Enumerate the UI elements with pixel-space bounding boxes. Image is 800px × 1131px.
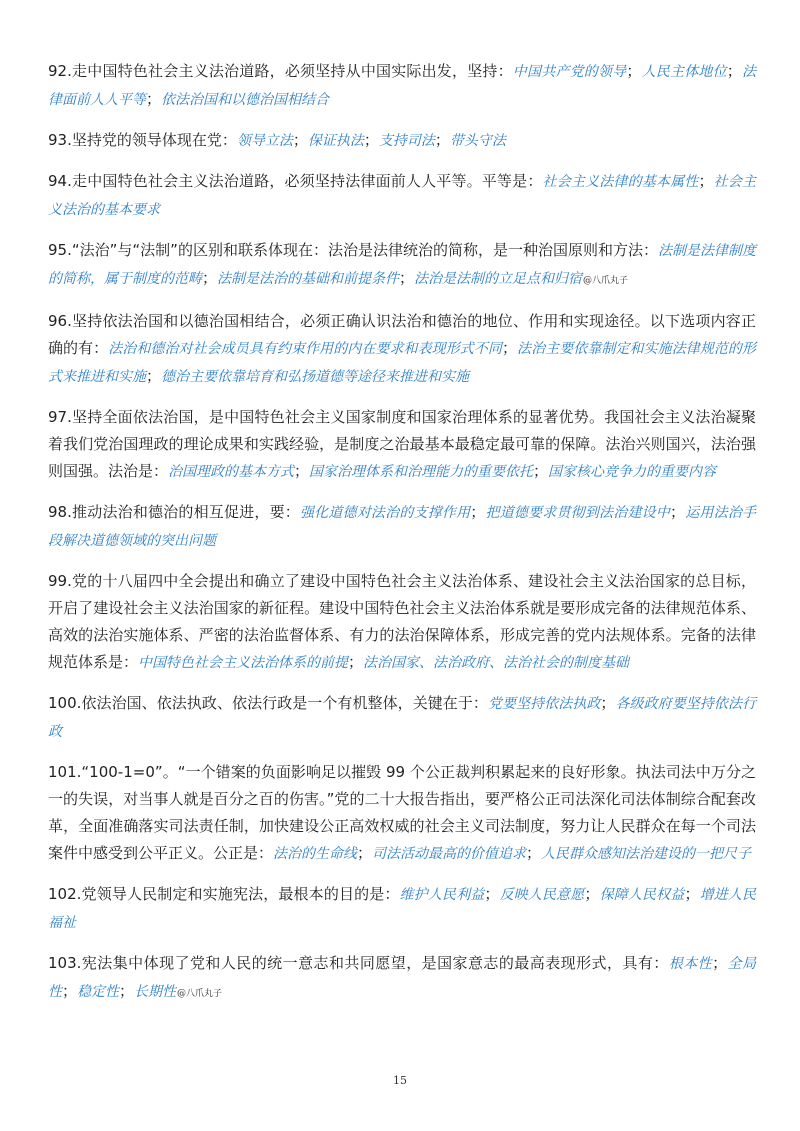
answer-text: 司法活动最高的价值追求 bbox=[372, 846, 527, 862]
answer-text: 中国特色社会主义法治体系的前提 bbox=[138, 655, 349, 671]
answer-separator: ； bbox=[626, 62, 642, 80]
answer-text: 维护人民利益 bbox=[399, 887, 485, 903]
answer-text: 依法治国和以德治国相结合 bbox=[161, 92, 330, 108]
question-item bbox=[48, 881, 756, 937]
page-number: 15 bbox=[393, 1074, 407, 1087]
question-item bbox=[48, 690, 756, 746]
question-number: 102. bbox=[48, 885, 82, 903]
answer-separator: ； bbox=[348, 653, 364, 671]
answer-separator: ； bbox=[670, 503, 686, 521]
answer-text: 法治是法制的立足点和归宿 bbox=[414, 271, 583, 287]
question-item bbox=[48, 237, 756, 295]
answer-text: 社会主义法律的基本属性 bbox=[542, 174, 699, 190]
answer-separator: ； bbox=[526, 844, 542, 862]
question-number: 92. bbox=[48, 62, 72, 80]
answer-separator: ； bbox=[726, 62, 742, 80]
question-stem: 坚持全面依法治国，是中国特色社会主义国家制度和国家治理体系的显著优势。我国社会主义法治凝聚着我们党治国理政的理论成果和实践经验，是制度之治最基本最稳定最可靠的保障。法治兴则国兴，法治强则国强。法治是： bbox=[48, 408, 756, 480]
answer-text: 党要坚持依法执政 bbox=[487, 696, 601, 712]
answer-text: 强化道德对法治的支撑作用 bbox=[299, 505, 471, 521]
answer-separator: ； bbox=[202, 269, 218, 287]
answer-text: 法治和德治对社会成员具有约束作用的内在要求和表现形式不同 bbox=[108, 341, 502, 357]
answer-text: 反映人民意愿 bbox=[499, 887, 585, 903]
question-list bbox=[48, 58, 756, 1021]
answer-text: 支持司法 bbox=[378, 133, 435, 149]
answer-separator: ； bbox=[484, 885, 500, 903]
answer-text: 德治主要依靠培育和弘扬道德等途径来推进和实施 bbox=[161, 369, 470, 385]
answer-text: 社会主义法治的基本要求 bbox=[48, 174, 757, 218]
answer-separator: ； bbox=[62, 982, 78, 1000]
question-item bbox=[48, 568, 756, 677]
answer-separator: ； bbox=[684, 885, 700, 903]
question-stem: 坚持党的领导体现在党： bbox=[71, 131, 237, 149]
answer-text: 保证执法 bbox=[307, 133, 364, 149]
question-item bbox=[48, 168, 756, 224]
question-item bbox=[48, 759, 756, 868]
answer-separator: ； bbox=[363, 131, 379, 149]
question-stem: 走中国特色社会主义法治道路，必须坚持从中国实际出发，坚持： bbox=[71, 62, 513, 80]
question-item bbox=[48, 404, 756, 486]
question-stem: 走中国特色社会主义法治道路，必须坚持法律面前人人平等。平等是： bbox=[71, 172, 543, 190]
answer-separator: ； bbox=[584, 885, 600, 903]
question-stem: “法治”与“法制”的区别和联系体现在：法治是法律统治的简称，是一种治国原则和方法： bbox=[71, 241, 658, 259]
question-item bbox=[48, 127, 756, 155]
answer-text: 人民群众感知法治建设的一把尺子 bbox=[541, 846, 752, 862]
answer-separator: ； bbox=[294, 462, 310, 480]
question-number: 101. bbox=[48, 763, 82, 781]
answer-text: 保障人民权益 bbox=[599, 887, 685, 903]
answer-separator: ； bbox=[501, 339, 517, 357]
answer-text: 治国理政的基本方式 bbox=[168, 464, 295, 480]
answer-text: 国家核心竞争力的重要内容 bbox=[548, 464, 717, 480]
answer-text: 增进人民福祉 bbox=[48, 887, 757, 931]
answer-text: 全局性 bbox=[48, 956, 756, 1000]
question-item bbox=[48, 499, 756, 555]
question-stem: 依法治国、依法执政、依法行政是一个有机整体，关键在于： bbox=[81, 694, 488, 712]
question-item bbox=[48, 950, 756, 1008]
answer-text: 领导立法 bbox=[236, 133, 293, 149]
answer-separator: ； bbox=[712, 954, 728, 972]
answer-separator: ； bbox=[292, 131, 308, 149]
answer-separator: ； bbox=[357, 844, 373, 862]
question-number: 98. bbox=[48, 503, 72, 521]
question-number: 96. bbox=[48, 312, 72, 330]
author-watermark: @八爪丸子 bbox=[583, 276, 629, 286]
answer-text: 根本性 bbox=[668, 956, 713, 972]
question-stem: 宪法集中体现了党和人民的统一意志和共同愿望，是国家意志的最高表现形式，具有： bbox=[81, 954, 669, 972]
answer-text: 法治国家、法治政府、法治社会的制度基础 bbox=[363, 655, 630, 671]
question-number: 100. bbox=[48, 694, 82, 712]
question-number: 93. bbox=[48, 131, 72, 149]
answer-text: 稳定性 bbox=[77, 984, 120, 1000]
answer-text: 人民主体地位 bbox=[641, 64, 727, 80]
answer-separator: ； bbox=[533, 462, 549, 480]
answer-separator: ； bbox=[600, 694, 616, 712]
question-number: 103. bbox=[48, 954, 82, 972]
question-stem: 党的十八届四中全会提出和确立了建设中国特色社会主义法治体系、建设社会主义法治国家的总目标，开启了建设社会主义法治国家的新征程。建设中国特色社会主义法治体系就是要形成完备的法律规范体系、高效的法治实施体系、严密的法治监督体系、有力的法治保障体系，形成完善的党内法规体系。完备的法律规范体系是： bbox=[48, 572, 756, 671]
answer-separator: ； bbox=[119, 982, 135, 1000]
question-number: 94. bbox=[48, 172, 72, 190]
answer-separator: ； bbox=[146, 367, 162, 385]
question-number: 95. bbox=[48, 241, 72, 259]
question-number: 99. bbox=[48, 572, 72, 590]
answer-text: 法制是法律制度的简称，属于制度的范畴 bbox=[48, 243, 757, 287]
question-number: 97. bbox=[48, 408, 72, 426]
answer-text: 带头守法 bbox=[449, 133, 506, 149]
question-stem: 推动法治和德治的相互促进，要： bbox=[71, 503, 300, 521]
answer-text: 法律面前人人平等 bbox=[48, 64, 757, 108]
answer-text: 法治主要依靠制定和实施法律规范的形式来推进和实施 bbox=[48, 341, 756, 385]
answer-text: 运用法治手段解决道德领域的突出问题 bbox=[48, 505, 757, 549]
answer-text: 把道德要求贯彻到法治建设中 bbox=[485, 505, 671, 521]
answer-separator: ； bbox=[434, 131, 450, 149]
question-item bbox=[48, 308, 756, 391]
answer-text: 长期性 bbox=[134, 984, 177, 1000]
answer-separator: ； bbox=[399, 269, 415, 287]
question-item bbox=[48, 58, 756, 114]
answer-text: 各级政府要坚持依法行政 bbox=[48, 696, 756, 740]
answer-text: 中国共产党的领导 bbox=[512, 64, 627, 80]
answer-separator: ； bbox=[698, 172, 714, 190]
answer-separator: ； bbox=[146, 90, 162, 108]
question-stem: 坚持依法治国和以德治国相结合，必须正确认识法治和德治的地位、作用和实现途径。以下选项内容正确的有： bbox=[48, 312, 756, 357]
answer-text: 法治的生命线 bbox=[273, 846, 358, 862]
answer-text: 法制是法治的基础和前提条件 bbox=[217, 271, 400, 287]
answer-separator: ； bbox=[470, 503, 486, 521]
answer-text: 国家治理体系和治理能力的重要依托 bbox=[309, 464, 534, 480]
question-stem: 党领导人民制定和实施宪法，最根本的目的是： bbox=[81, 885, 400, 903]
author-watermark: @八爪丸子 bbox=[177, 989, 223, 999]
question-stem: “100-1=0”。“一个错案的负面影响足以摧毁 99 个公正裁判积累起来的良好形象。执法司法中万分之一的失误，对当事人就是百分之百的伤害。”党的二十大报告指出，要严格公正司法深化司法体制综合配套改革，全面准确落实司法责任制，加快建设公正高效权威的社会主义司法制度，努力让人民群众在每一个司法案件中感受到公平正义。公正是： bbox=[48, 763, 756, 862]
